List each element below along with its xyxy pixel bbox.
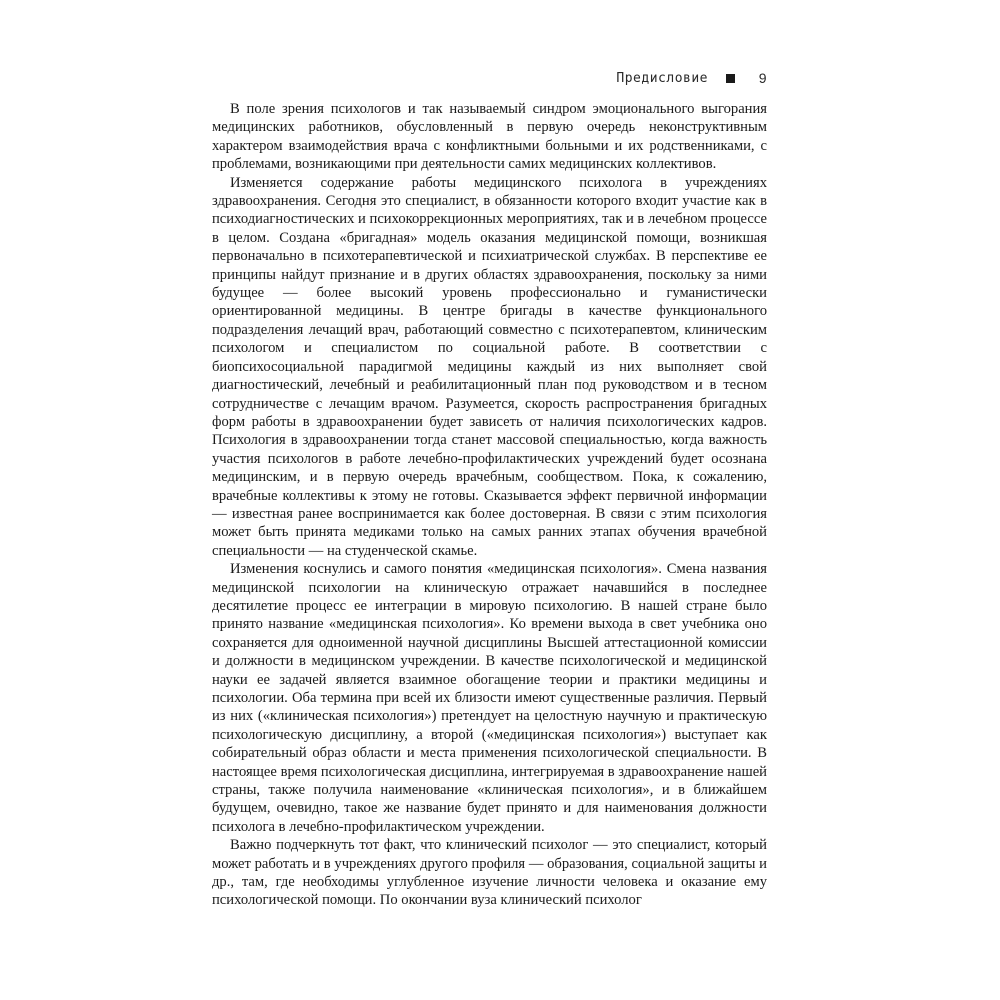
page-number: 9 [758,70,767,86]
paragraph: В поле зрения психологов и так называемый синдром эмоционального выгорания медицинских работников, обусловленный в первую очередь неконструктивным характером взаимодействия врача с конфликтными больными и их родственниками, с проблемами, возникающими при деятельности самих медицинских коллективов. [212,101,767,173]
paragraph: Важно подчеркнуть тот факт, что клинический психолог — это специалист, который может работать и в учреждениях другого профиля — образования, социальной защиты и др., там, где необходимы углубленное изучение личности человека и оказание ему психологической помощи. По окончании вуза клинический психолог [212,837,767,909]
book-page [212,66,767,936]
square-bullet-icon [726,74,735,83]
running-header [212,66,767,90]
paragraph: Изменения коснулись и самого понятия «медицинская психология». Смена названия медицинской психологии на клиническую отражает начавшийся в последнее десятилетие процесс ее интеграции в мировую психологию. В нашей стране было принято название «медицинская психология». Ко времени выхода в свет учебника оно сохраняется для одноименной научной дисциплины Высшей аттестационной комиссии и должности в медицинском учреждении. В качестве психологической и медицинской науки ее задачей является взаимное обогащение теории и практики медицины и психологии. Оба термина при всей их близости имеют существенные различия. Первый из них («клиническая психология») претендует на целостную научную и практическую психологическую дисциплину, а второй («медицинская психология») выступает как собирательный образ области и места применения психологической специальности. В настоящее время психологическая дисциплина, интегрируемая в здравоохранение нашей страны, также получила наименование «клиническая психология», и в ближайшем будущем, очевидно, такое же название будет принято и для наименования должности психолога в лечебно-профилактическом учреждении. [212,561,767,835]
section-title: Предисловие [616,70,708,86]
body-text [212,100,767,910]
paragraph: Изменяется содержание работы медицинского психолога в учреждениях здравоохранения. Сегодня это специалист, в обязанности которого входит участие как в психодиагностических и психокоррекционных мероприятиях, так и в лечебном процессе в целом. Создана «бригадная» модель оказания медицинской помощи, возникшая первоначально в психотерапевтической и психиатрической службах. В перспективе ее принципы найдут признание и в других областях здравоохранения, поскольку за ними будущее — более высокий уровень профессионально и гуманистически ориентированной медицины. В центре бригады в качестве функционального подразделения лечащий врач, работающий совместно с психотерапевтом, клиническим психологом и специалистом по социальной работе. В соответствии с биопсихосоциальной парадигмой медицины каждый из них выполняет свой диагностический, лечебный и реабилитационный план под руководством и в тесном сотрудничестве с лечащим врачом. Разумеется, скорость распространения бригадных форм работы в здравоохранении будет зависеть от наличия психологических кадров. Психология в здравоохранении тогда станет массовой специальностью, когда важность участия психологов в работе лечебно-профилактических учреждений будет осознана медицинским, и в первую очередь врачебным, сообществом. Пока, к сожалению, врачебные коллективы к этому не готовы. Сказывается эффект первичной информации — известная ранее воспринимается как более достоверная. В связи с этим психология может быть принята медиками только на самых ранних этапах обучения врачебной специальности — на студенческой скамье. [212,174,767,559]
